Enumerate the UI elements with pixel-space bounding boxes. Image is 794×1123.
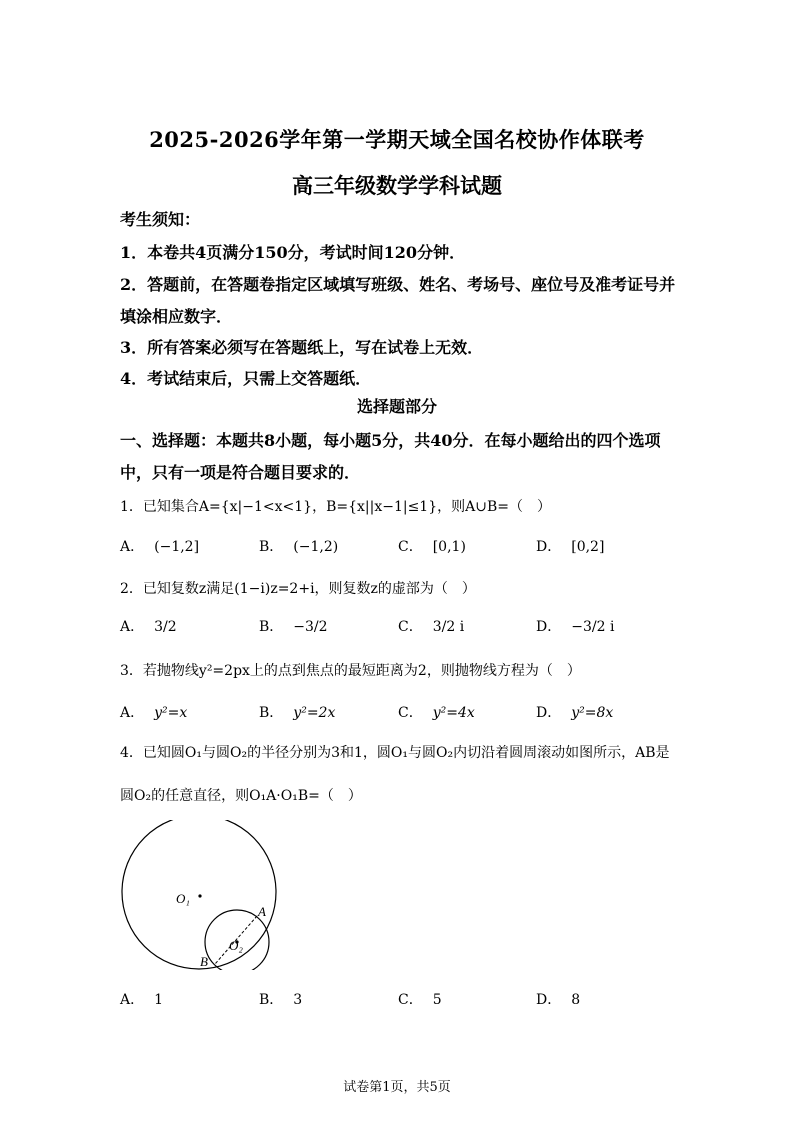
rolling-circles-figure	[112, 820, 282, 970]
option-a: A． 1	[120, 992, 164, 1008]
question-4-stem: 4．已知圆O₁与圆O₂的半径分别为3和1，圆O₁与圆O₂内切沿着圆周滚动如图所示，AB是	[120, 745, 670, 761]
option-value: y²=4x	[432, 705, 475, 721]
option-b: B． (−1,2)	[259, 539, 339, 555]
label-b: B	[200, 954, 208, 969]
option-value: [0,1)	[432, 539, 466, 555]
label-o2: O₂	[229, 938, 243, 953]
question-3-stem: 3．若抛物线y²=2px上的点到焦点的最短距离为2，则抛物线方程为（ ）	[120, 663, 581, 679]
option-d: D． 8	[536, 992, 581, 1008]
option-value: 1	[154, 992, 164, 1008]
option-a: A． 3/2	[120, 619, 177, 635]
notice-item: 2．答题前，在答题卷指定区域填写班级、姓名、考场号、座位号及准考证号并	[120, 275, 676, 294]
option-value: 3/2	[154, 619, 177, 635]
question-2-options	[120, 616, 720, 644]
option-d: D． −3/2 i	[536, 619, 615, 635]
question-2-stem: 2．已知复数z满足(1−i)z=2+i，则复数z的虚部为（ ）	[120, 581, 476, 597]
label-a: A	[258, 904, 266, 919]
notice-heading: 考生须知：	[120, 210, 201, 229]
option-a: A． y²=x	[120, 705, 188, 721]
question-3-options	[120, 702, 720, 730]
option-value: 3/2 i	[432, 619, 465, 635]
option-value: 5	[432, 992, 442, 1008]
option-value: y²=8x	[571, 705, 614, 721]
option-value: y²=2x	[293, 705, 336, 721]
option-d: D． [0,2]	[536, 539, 605, 555]
option-value: 8	[571, 992, 581, 1008]
option-value: −3/2	[293, 619, 328, 635]
option-value: 3	[293, 992, 303, 1008]
section-title: 选择题部分	[356, 397, 437, 416]
question-1-stem: 1．已知集合A={x|−1<x<1}，B={x||x−1|≤1}，则A∪B=（ ）	[120, 499, 551, 515]
center-o1	[198, 894, 201, 897]
question-1-options	[120, 536, 720, 564]
option-value: y²=x	[154, 705, 188, 721]
exam-title: 2025-2026学年第一学期天域全国名校协作体联考	[149, 127, 645, 152]
option-b: B． 3	[259, 992, 303, 1008]
notice-item: 4．考试结束后，只需上交答题纸．	[120, 369, 372, 388]
option-c: C． [0,1)	[398, 539, 466, 555]
option-value: (−1,2]	[154, 539, 200, 555]
notice-item: 填涂相应数字．	[120, 307, 233, 326]
option-b: B． y²=2x	[259, 705, 336, 721]
option-a: A． (−1,2]	[120, 539, 200, 555]
option-c: C． 3/2 i	[398, 619, 465, 635]
label-o1: O₁	[176, 891, 190, 906]
option-value: −3/2 i	[571, 619, 615, 635]
question-4-stem-continued: 圆O₂的任意直径，则O₁A·O₁B=（ ）	[120, 788, 362, 804]
page-footer: 试卷第1页，共5页	[343, 1080, 451, 1095]
section-instruction: 一、选择题：本题共8小题，每小题5分，共40分．在每小题给出的四个选项	[120, 431, 661, 450]
option-value: [0,2]	[571, 539, 605, 555]
option-c: C． y²=4x	[398, 705, 475, 721]
option-b: B． −3/2	[259, 619, 328, 635]
option-d: D． y²=8x	[536, 705, 614, 721]
circle-o1	[122, 820, 276, 969]
section-instruction: 中，只有一项是符合题目要求的．	[120, 463, 361, 482]
question-4-options	[120, 989, 720, 1017]
option-value: (−1,2)	[293, 539, 339, 555]
option-c: C． 5	[398, 992, 442, 1008]
notice-item: 1．本卷共4页满分150分，考试时间120分钟．	[120, 243, 466, 262]
exam-subtitle: 高三年级数学学科试题	[292, 173, 502, 198]
notice-item: 3．所有答案必须写在答题纸上，写在试卷上无效．	[120, 338, 484, 357]
